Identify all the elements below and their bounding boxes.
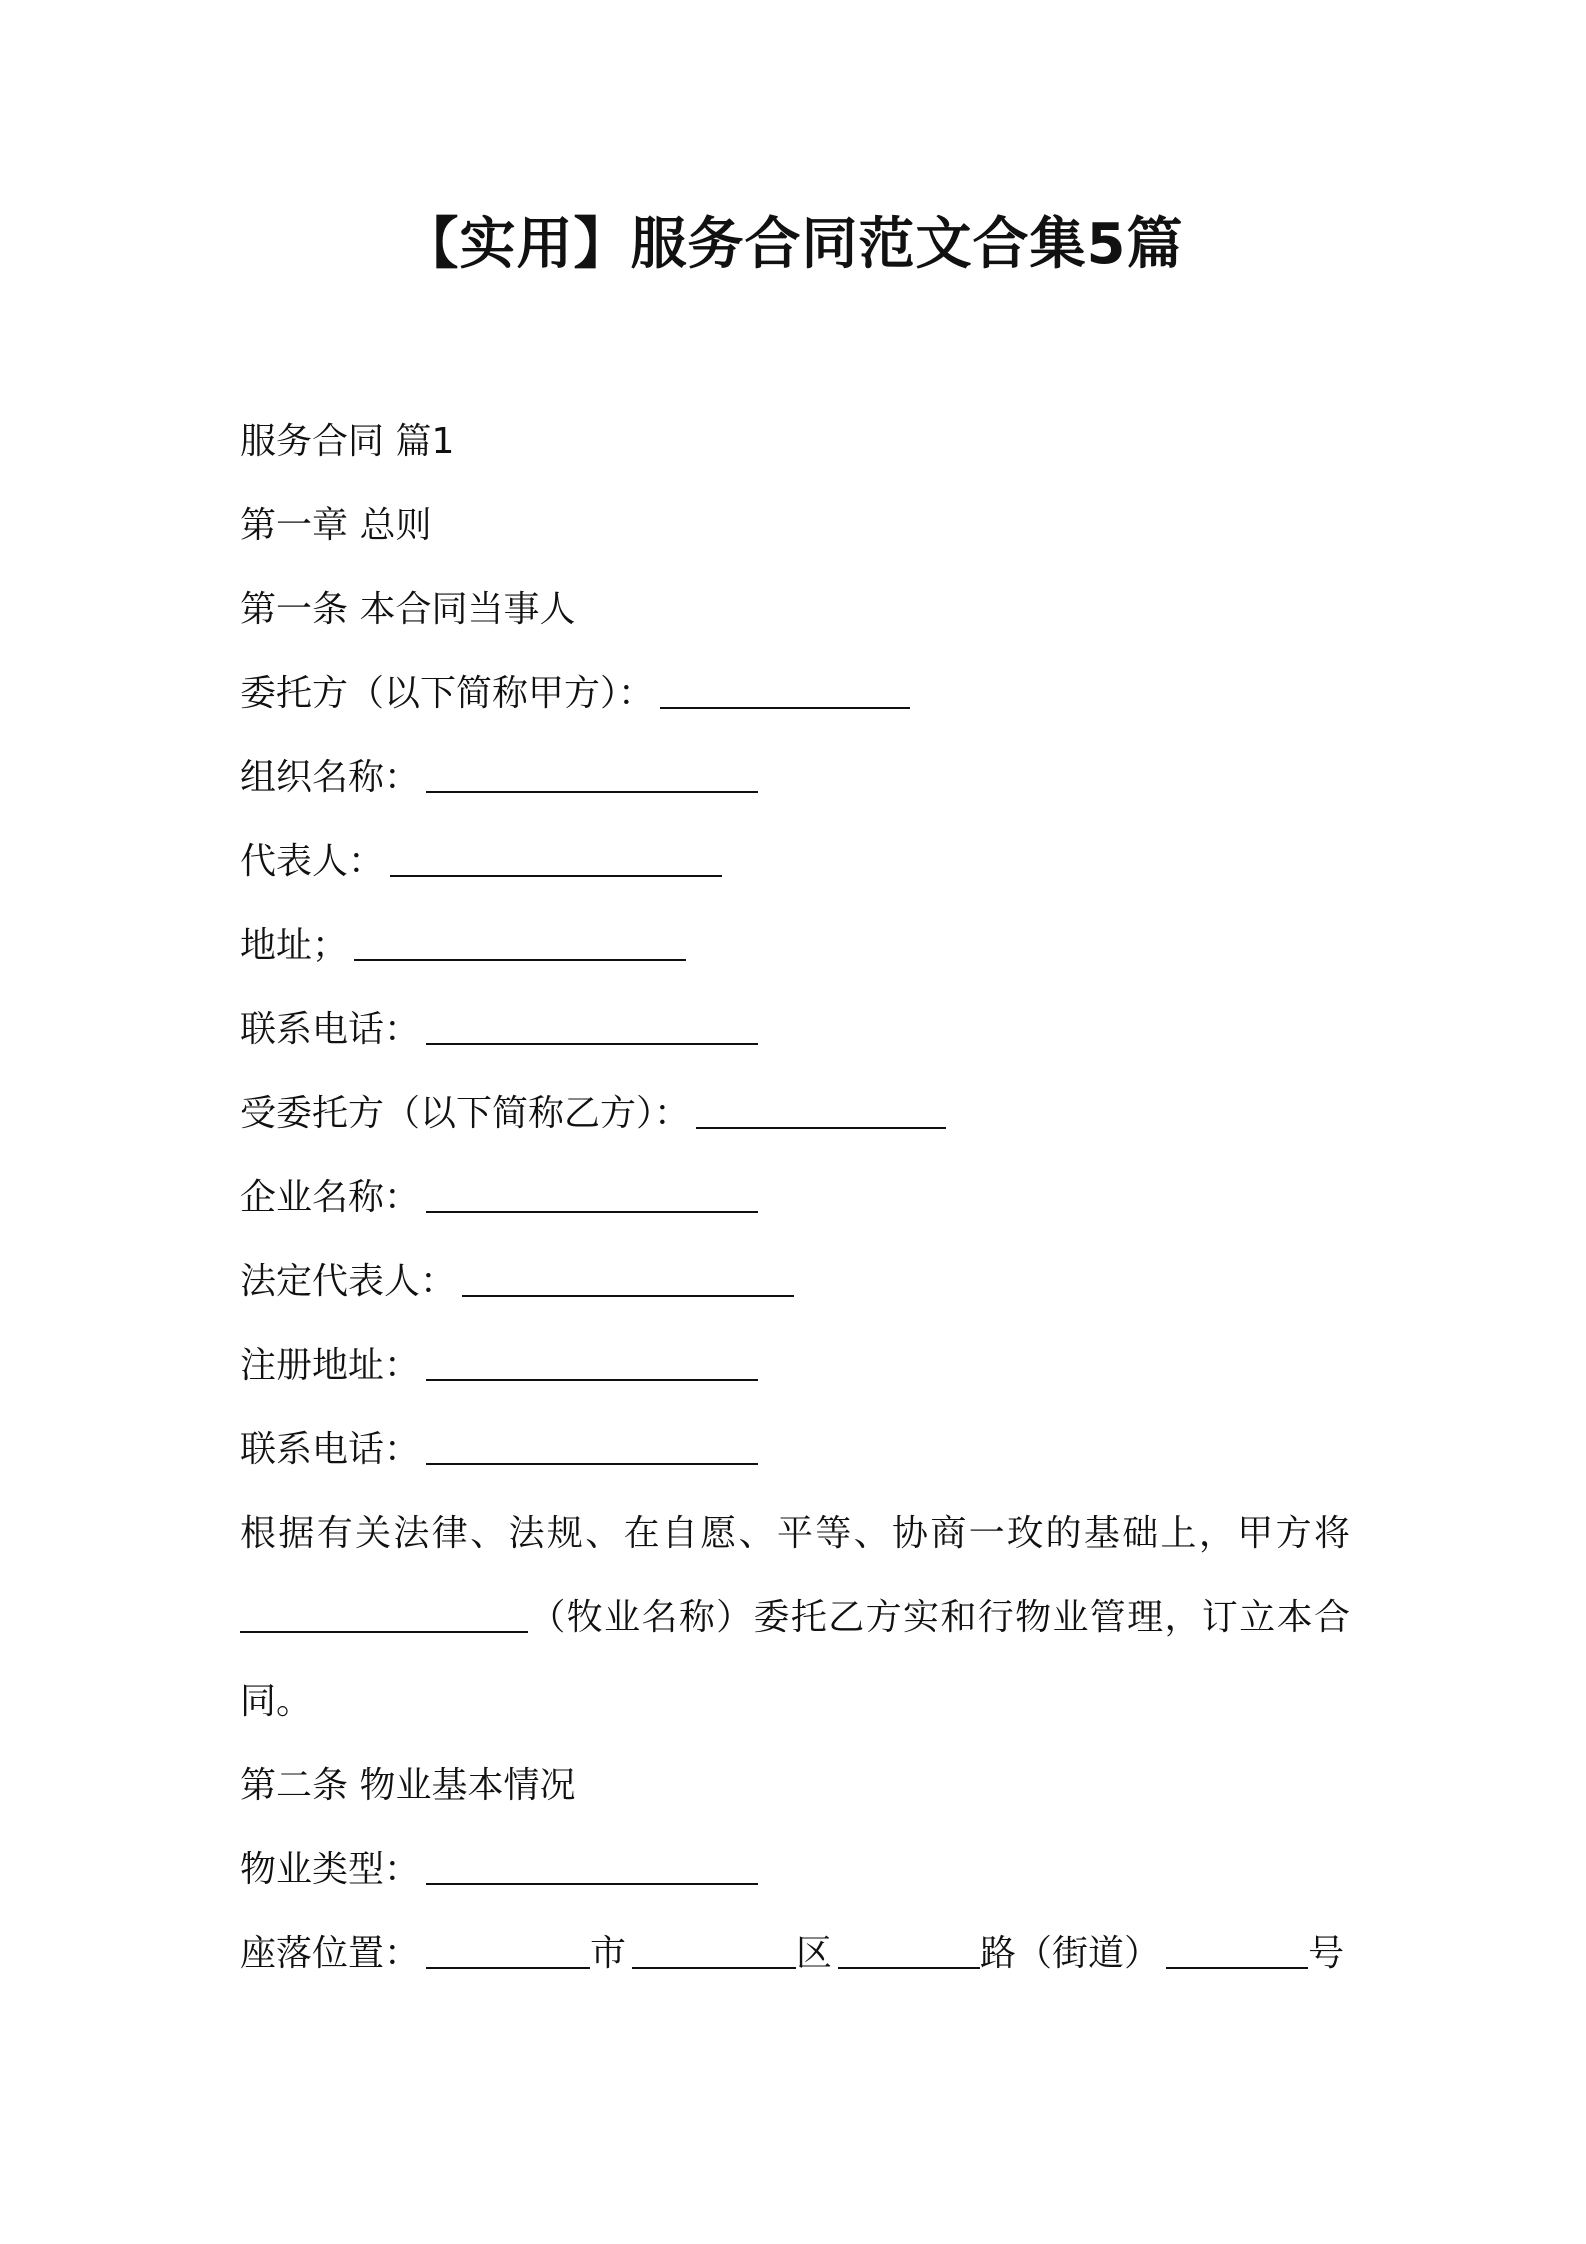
party-b-row <box>240 1072 1350 1156</box>
org-name-blank <box>426 761 758 793</box>
party-a-phone-row <box>240 988 1350 1072</box>
legal-rep-row <box>240 1240 1350 1324</box>
document-title: 【实用】服务合同范文合集5篇 <box>402 212 1184 277</box>
address-blank <box>354 929 686 961</box>
property-name-blank <box>240 1601 528 1633</box>
section-title: 服务合同 篇1 <box>240 421 455 462</box>
party-b-blank <box>696 1097 946 1129</box>
city-blank <box>426 1937 590 1969</box>
basis-text-2: （牧业名称）委托乙方实和行物业管理，订立本合同。 <box>240 1597 1350 1722</box>
reg-address-blank <box>426 1349 758 1381</box>
party-b-phone-row <box>240 1408 1350 1492</box>
district-blank <box>632 1937 796 1969</box>
location-row <box>240 1912 1350 1996</box>
road-label: 路（街道） <box>980 1933 1161 1974</box>
city-label: 市 <box>590 1933 627 1974</box>
org-name-row <box>240 736 1350 820</box>
chapter-heading: 第一章 总则 <box>240 505 432 546</box>
basis-paragraph <box>240 1492 1350 1744</box>
legal-rep-label: 法定代表人： <box>240 1261 457 1302</box>
party-a-row <box>240 652 1350 736</box>
basis-text-1: 根据有关法律、法规、在自愿、平等、协商一玫的基础上，甲方将 <box>240 1513 1350 1554</box>
reg-address-row <box>240 1324 1350 1408</box>
article-2-heading: 第二条 物业基本情况 <box>240 1765 576 1806</box>
party-a-phone-blank <box>426 1013 758 1045</box>
party-b-phone-label: 联系电话： <box>240 1429 421 1470</box>
representative-blank <box>390 845 722 877</box>
party-a-blank <box>660 677 910 709</box>
location-label: 座落位置： <box>240 1933 421 1974</box>
number-label: 号 <box>1308 1933 1345 1974</box>
district-label: 区 <box>796 1933 833 1974</box>
company-name-label: 企业名称： <box>240 1177 421 1218</box>
article-1-heading: 第一条 本合同当事人 <box>240 589 576 630</box>
org-name-label: 组织名称： <box>240 757 421 798</box>
document-body <box>240 400 1350 1996</box>
reg-address-label: 注册地址： <box>240 1345 421 1386</box>
address-label: 地址； <box>240 925 349 966</box>
company-name-row <box>240 1156 1350 1240</box>
property-type-blank <box>426 1853 758 1885</box>
party-b-heading: 受委托方（以下简称乙方）： <box>240 1093 691 1134</box>
number-blank <box>1166 1937 1308 1969</box>
party-a-phone-label: 联系电话： <box>240 1009 421 1050</box>
property-type-label: 物业类型： <box>240 1849 421 1890</box>
road-blank <box>838 1937 980 1969</box>
party-a-heading: 委托方（以下简称甲方）： <box>240 673 655 714</box>
property-type-row <box>240 1828 1350 1912</box>
legal-rep-blank <box>462 1265 794 1297</box>
representative-label: 代表人： <box>240 841 385 882</box>
party-b-phone-blank <box>426 1433 758 1465</box>
address-row <box>240 904 1350 988</box>
representative-row <box>240 820 1350 904</box>
company-name-blank <box>426 1181 758 1213</box>
